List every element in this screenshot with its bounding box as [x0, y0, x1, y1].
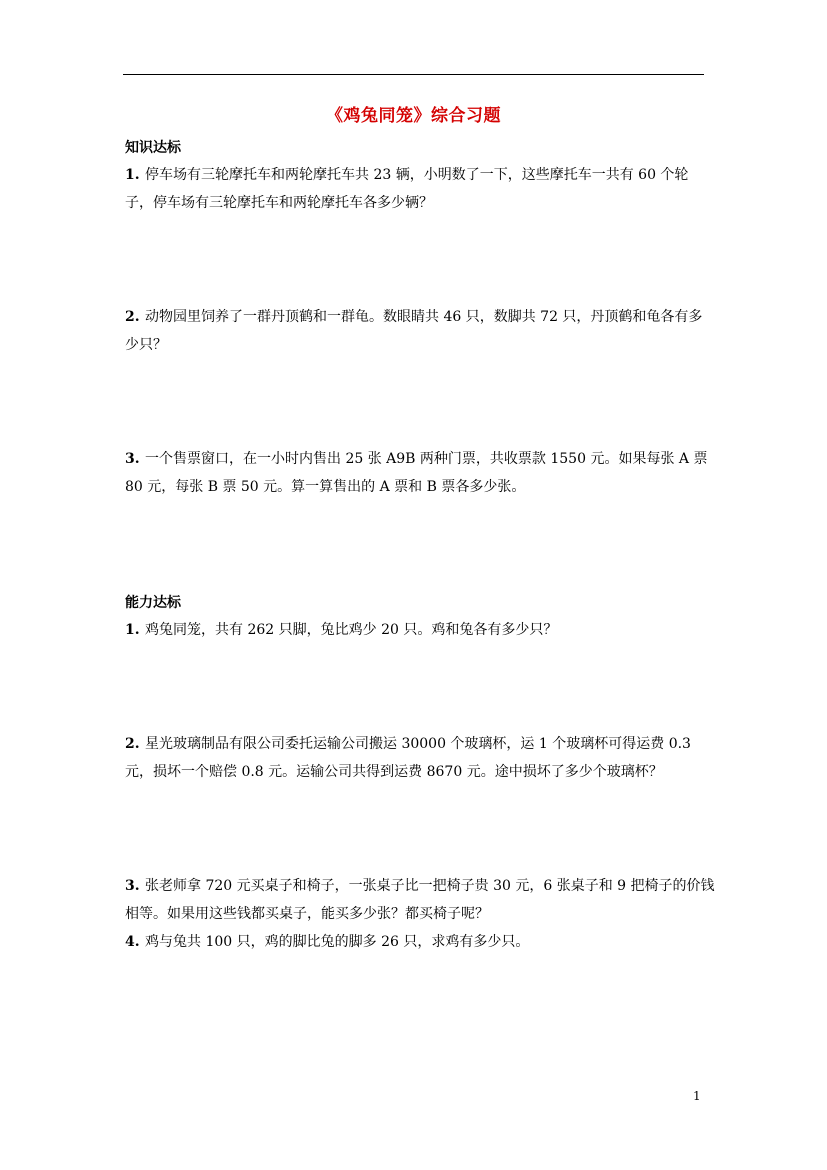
- question-number: 4.: [125, 934, 140, 950]
- question-number: 1.: [125, 167, 140, 183]
- question-ability-1: [125, 616, 715, 644]
- header-rule: [123, 74, 704, 75]
- question-number: 2.: [125, 736, 140, 752]
- section-heading-ability: 能力达标: [125, 595, 181, 611]
- question-text: 张老师拿 720 元买桌子和椅子，一张桌子比一把椅子贵 30 元，6 张桌子和 9 把椅子的价钱相等。如果用这些钱都买桌子，能买多少张？都买椅子呢？: [125, 878, 715, 922]
- question-text: 停车场有三轮摩托车和两轮摩托车共 23 辆，小明数了一下，这些摩托车一共有 60 个轮子，停车场有三轮摩托车和两轮摩托车各多少辆？: [125, 167, 689, 211]
- question-text: 鸡与兔共 100 只，鸡的脚比兔的脚多 26 只，求鸡有多少只。: [145, 934, 530, 950]
- question-knowledge-2: [125, 303, 715, 359]
- question-text: 一个售票窗口，在一小时内售出 25 张 A9B 两种门票，共收票款 1550 元。如果每张 A 票 80 元，每张 B 票 50 元。算一算售出的 A 票和 B 票各多少张。: [125, 451, 708, 495]
- question-number: 2.: [125, 309, 140, 325]
- question-number: 3.: [125, 878, 140, 894]
- document-title: 《鸡兔同笼》综合习题: [326, 106, 501, 126]
- question-knowledge-3: [125, 445, 715, 501]
- question-text: 鸡兔同笼，共有 262 只脚，兔比鸡少 20 只。鸡和兔各有多少只？: [145, 622, 558, 638]
- page-number: 1: [693, 1089, 701, 1103]
- question-text: 星光玻璃制品有限公司委托运输公司搬运 30000 个玻璃杯，运 1 个玻璃杯可得运费 0.3 元，损坏一个赔偿 0.8 元。运输公司共得到运费 8670 元。途中损坏了多少个玻璃杯？: [125, 736, 691, 780]
- question-text: 动物园里饲养了一群丹顶鹤和一群龟。数眼睛共 46 只，数脚共 72 只，丹顶鹤和龟各有多少只？: [125, 309, 703, 353]
- question-ability-3: [125, 872, 715, 928]
- question-number: 1.: [125, 622, 140, 638]
- question-ability-4: [125, 928, 715, 956]
- question-number: 3.: [125, 451, 140, 467]
- question-knowledge-1: [125, 161, 715, 217]
- section-heading-knowledge: 知识达标: [125, 140, 181, 156]
- question-ability-2: [125, 730, 715, 786]
